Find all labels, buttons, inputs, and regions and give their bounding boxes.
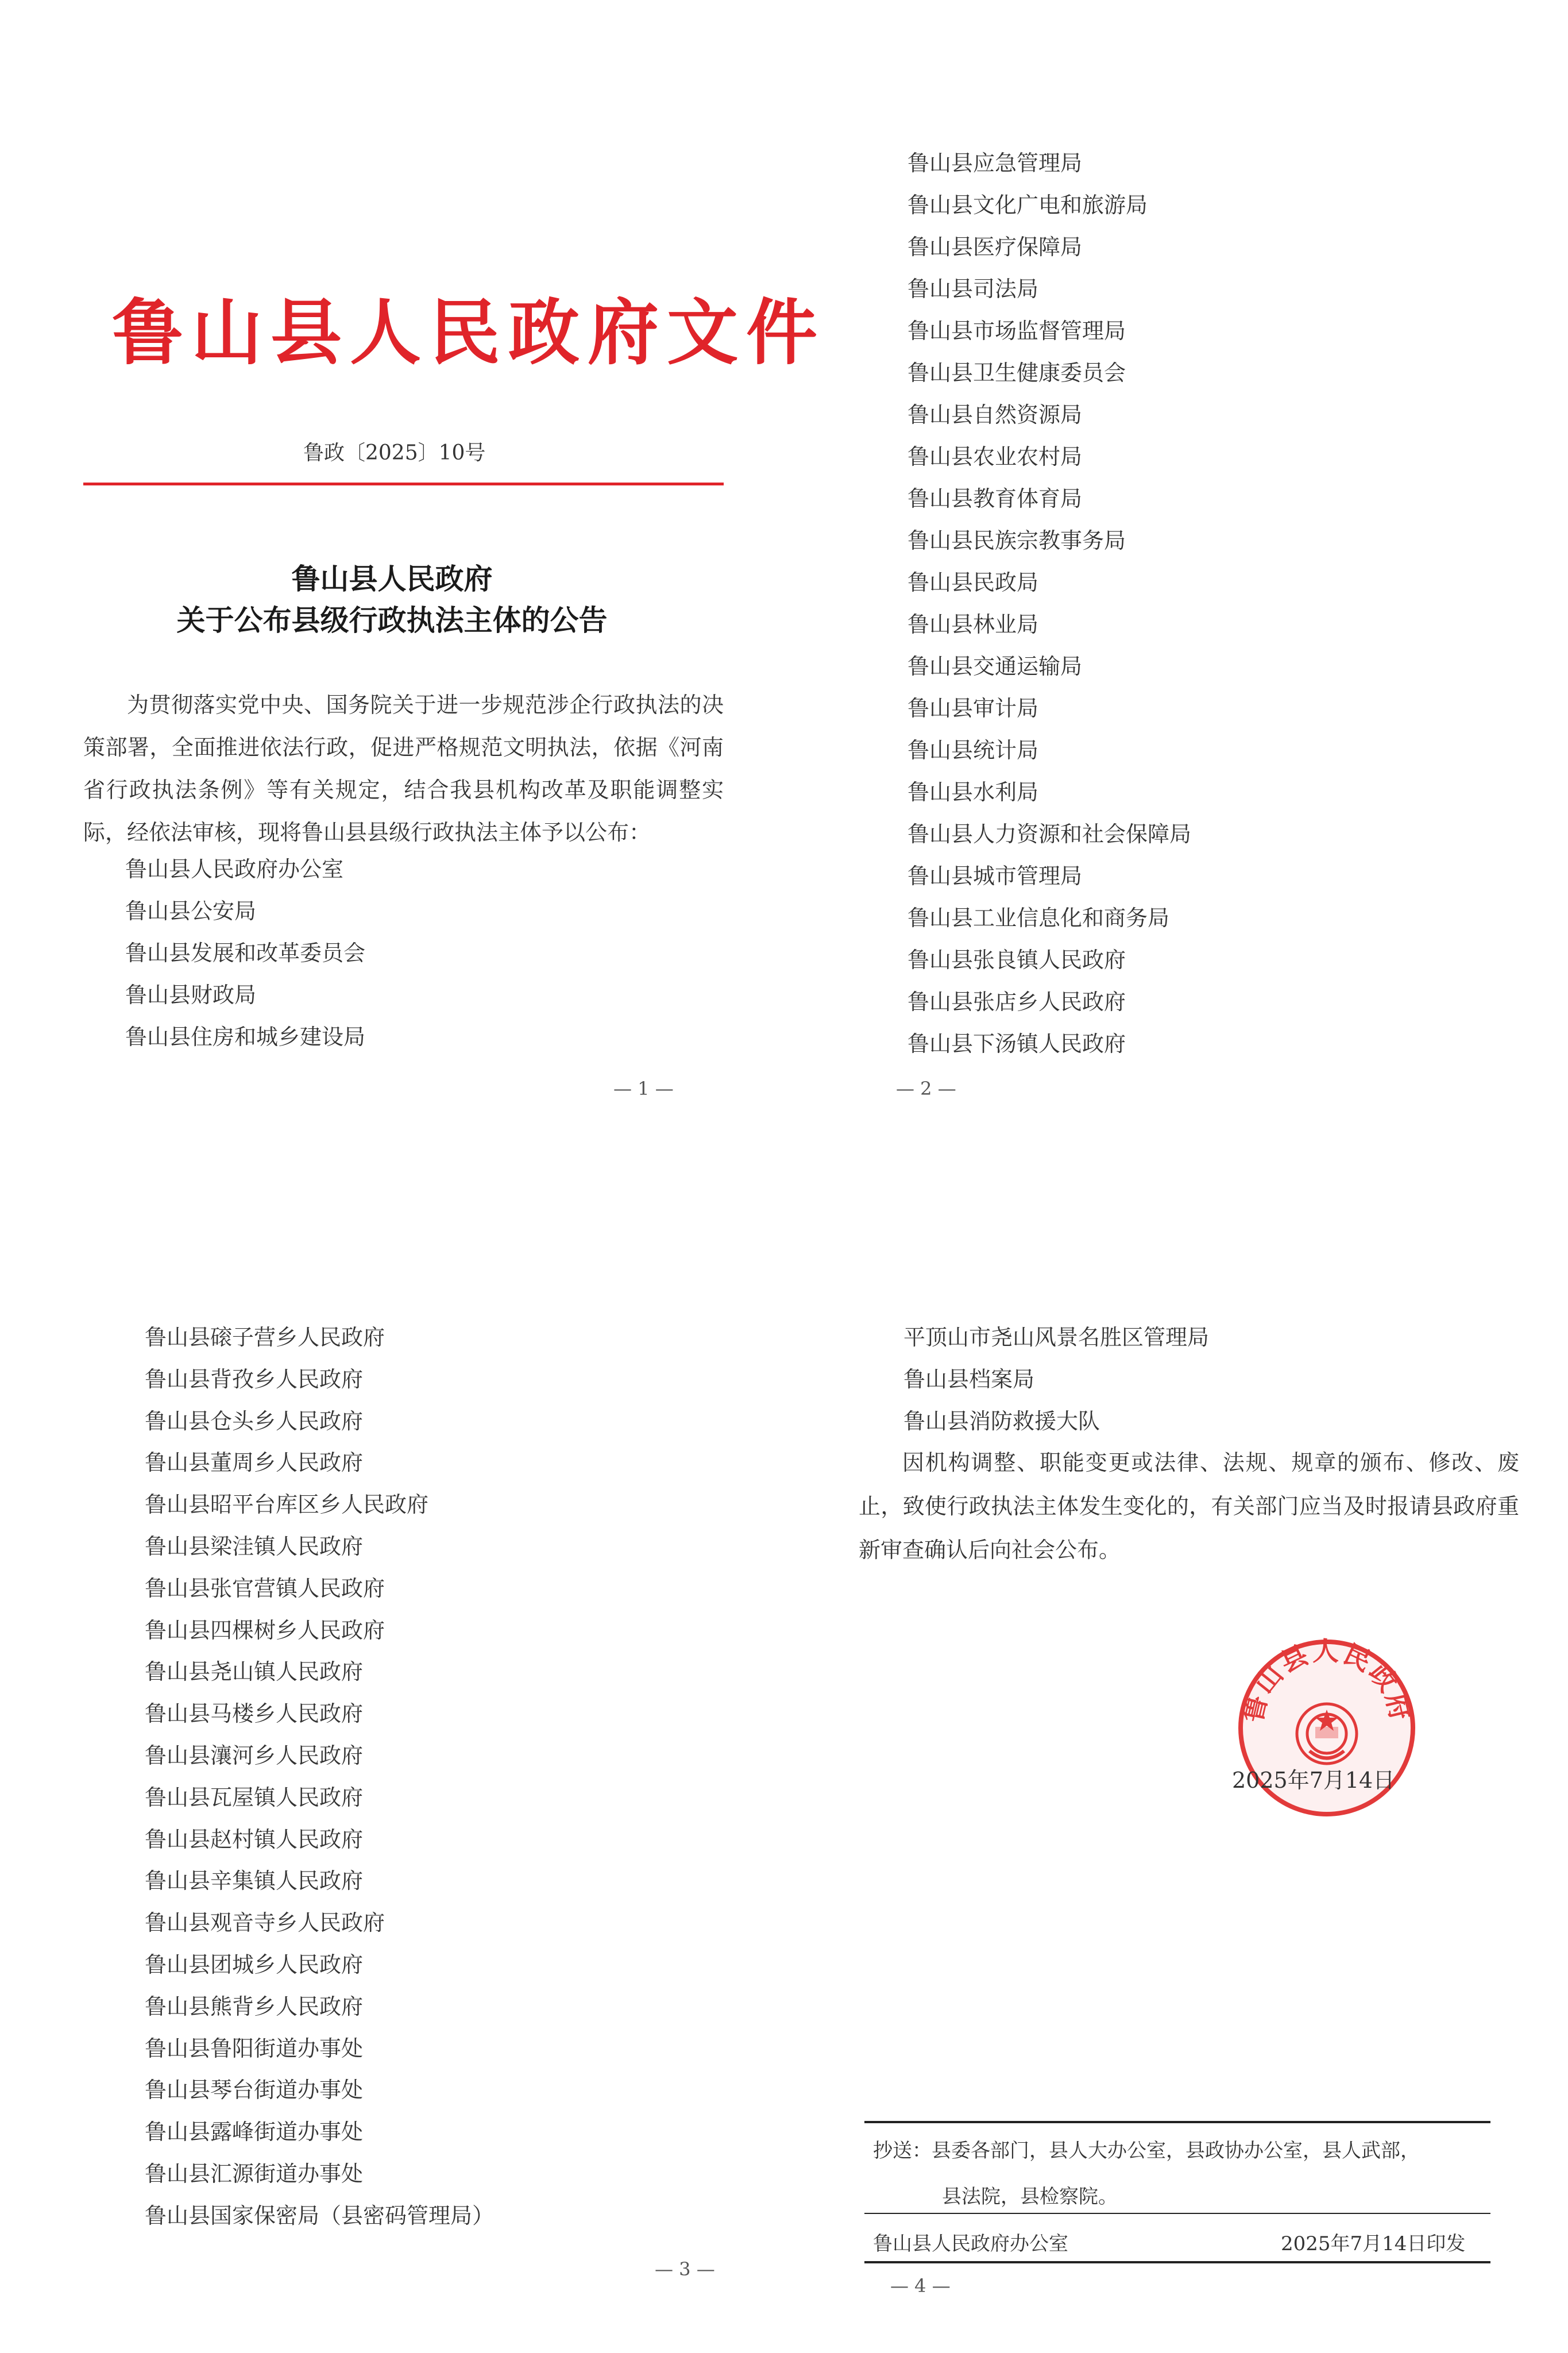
- list-item: 鲁山县露峰街道办事处: [145, 2119, 364, 2145]
- issue-date: 2025年7月14日印发: [1281, 2232, 1466, 2255]
- list-item: 鲁山县国家保密局（县密码管理局）: [145, 2202, 495, 2228]
- list-item: 鲁山县赵村镇人民政府: [145, 1826, 364, 1852]
- notice-title-line-1: 鲁山县人民政府: [291, 562, 493, 596]
- seal-text: 鲁山县人民政府: [1237, 1636, 1417, 1726]
- list-item: 鲁山县鲁阳街道办事处: [145, 2035, 364, 2061]
- list-item: 鲁山县观音寺乡人民政府: [145, 1910, 385, 1936]
- notice-title-line-2: 关于公布县级行政执法主体的公告: [176, 603, 608, 637]
- cc-middle-rule: [864, 2213, 1490, 2214]
- list-item: 鲁山县司法局: [907, 276, 1039, 302]
- entity-list-page-1: [125, 848, 365, 1058]
- list-item: 鲁山县马楼乡人民政府: [145, 1701, 364, 1727]
- document-header-title: 鲁山县人民政府文件: [112, 291, 826, 375]
- list-item: 鲁山县仓头乡人民政府: [145, 1408, 364, 1434]
- list-item: 鲁山县张良镇人民政府: [907, 947, 1126, 973]
- list-item: 鲁山县琴台街道办事处: [145, 2077, 364, 2103]
- list-item: 平顶山市尧山风景名胜区管理局: [903, 1325, 1210, 1350]
- page-1: [0, 0, 826, 1176]
- list-item: 鲁山县下汤镇人民政府: [907, 1031, 1126, 1056]
- list-item: 鲁山县审计局: [907, 696, 1039, 721]
- list-item: 鲁山县张店乡人民政府: [907, 989, 1126, 1015]
- entity-list-page-3: [145, 1317, 494, 2237]
- list-item: 鲁山县住房和城乡建设局: [125, 1024, 366, 1050]
- list-item: 鲁山县城市管理局: [907, 863, 1083, 889]
- list-item: 鲁山县民族宗教事务局: [907, 528, 1126, 553]
- list-item: 鲁山县财政局: [125, 982, 257, 1008]
- header-red-rule: [83, 483, 724, 485]
- list-item: 鲁山县应急管理局: [907, 151, 1083, 176]
- list-item: 鲁山县统计局: [907, 738, 1039, 763]
- list-item: 鲁山县医疗保障局: [907, 234, 1083, 260]
- list-item: 鲁山县人力资源和社会保障局: [907, 821, 1192, 847]
- list-item: 鲁山县交通运输局: [907, 654, 1083, 679]
- list-item: 鲁山县瓦屋镇人民政府: [145, 1784, 364, 1810]
- list-item: 鲁山县自然资源局: [907, 402, 1083, 427]
- list-item: 鲁山县市场监督管理局: [907, 318, 1126, 344]
- list-item: 鲁山县昭平台库区乡人民政府: [145, 1492, 429, 1518]
- list-item: 鲁山县人民政府办公室: [125, 857, 344, 882]
- list-item: 鲁山县发展和改革委员会: [125, 940, 366, 966]
- list-item: 鲁山县熊背乡人民政府: [145, 1993, 364, 2019]
- page-4: [784, 1176, 1568, 2353]
- cc-top-rule: [864, 2121, 1490, 2123]
- list-item: 鲁山县磙子营乡人民政府: [145, 1325, 385, 1350]
- list-item: 鲁山县四棵树乡人民政府: [145, 1617, 385, 1643]
- list-item: 鲁山县梁洼镇人民政府: [145, 1533, 364, 1559]
- list-item: 鲁山县林业局: [907, 612, 1039, 637]
- cc-recipients-line-1: 抄送：县委各部门，县人大办公室，县政协办公室，县人武部，: [873, 2139, 1420, 2162]
- list-item: 鲁山县团城乡人民政府: [145, 1951, 364, 1977]
- list-item: 鲁山县董周乡人民政府: [145, 1450, 364, 1476]
- list-item: 鲁山县档案局: [903, 1367, 1035, 1392]
- list-item: 鲁山县尧山镇人民政府: [145, 1659, 364, 1685]
- list-item: 鲁山县水利局: [907, 780, 1039, 805]
- list-item: 鲁山县农业农村局: [907, 444, 1083, 469]
- list-item: 鲁山县辛集镇人民政府: [145, 1868, 364, 1894]
- issuing-office: 鲁山县人民政府办公室: [873, 2232, 1068, 2255]
- page-2: [784, 0, 1568, 1176]
- list-item: 鲁山县汇源街道办事处: [145, 2161, 364, 2186]
- list-item: 鲁山县教育体育局: [907, 486, 1083, 511]
- list-item: 鲁山县张官营镇人民政府: [145, 1575, 385, 1601]
- list-item: 鲁山县背孜乡人民政府: [145, 1366, 364, 1392]
- list-item: 鲁山县工业信息化和商务局: [907, 905, 1170, 931]
- list-item: 鲁山县文化广电和旅游局: [907, 192, 1148, 218]
- page-3: [0, 1176, 784, 2353]
- page-number: — 4 —: [890, 2275, 951, 2297]
- national-emblem-icon: [1297, 1704, 1357, 1764]
- list-item: 鲁山县瀼河乡人民政府: [145, 1742, 364, 1768]
- list-item: 鲁山县卫生健康委员会: [907, 360, 1126, 385]
- document-number: 鲁政〔2025〕10号: [303, 441, 486, 465]
- signing-date: 2025年7月14日: [1232, 1768, 1395, 1793]
- page-number: — 1 —: [613, 1078, 674, 1100]
- page-number: — 3 —: [655, 2258, 715, 2280]
- entity-list-page-2: [907, 142, 1191, 1065]
- cc-bottom-rule: [864, 2261, 1490, 2263]
- intro-paragraph: 为贯彻落实党中央、国务院关于进一步规范涉企行政执法的决策部署，全面推进依法行政，促进严格规范文明执法，依据《河南省行政执法条例》等有关规定，结合我县机构改革及职能调整实际，经依法审核，现将鲁山县县级行政执法主体予以公布：: [83, 692, 724, 845]
- closing-paragraph: 因机构调整、职能变更或法律、法规、规章的颁布、修改、废止，致使行政执法主体发生变化的，有关部门应当及时报请县政府重新审查确认后向社会公布。: [859, 1450, 1519, 1563]
- list-item: 鲁山县民政局: [907, 570, 1039, 595]
- page-number: — 2 —: [896, 1078, 956, 1100]
- cc-recipients-line-2: 县法院，县检察院。: [942, 2185, 1118, 2208]
- list-item: 鲁山县消防救援大队: [903, 1409, 1100, 1434]
- entity-list-page-4: [903, 1317, 1209, 1442]
- list-item: 鲁山县公安局: [125, 898, 257, 924]
